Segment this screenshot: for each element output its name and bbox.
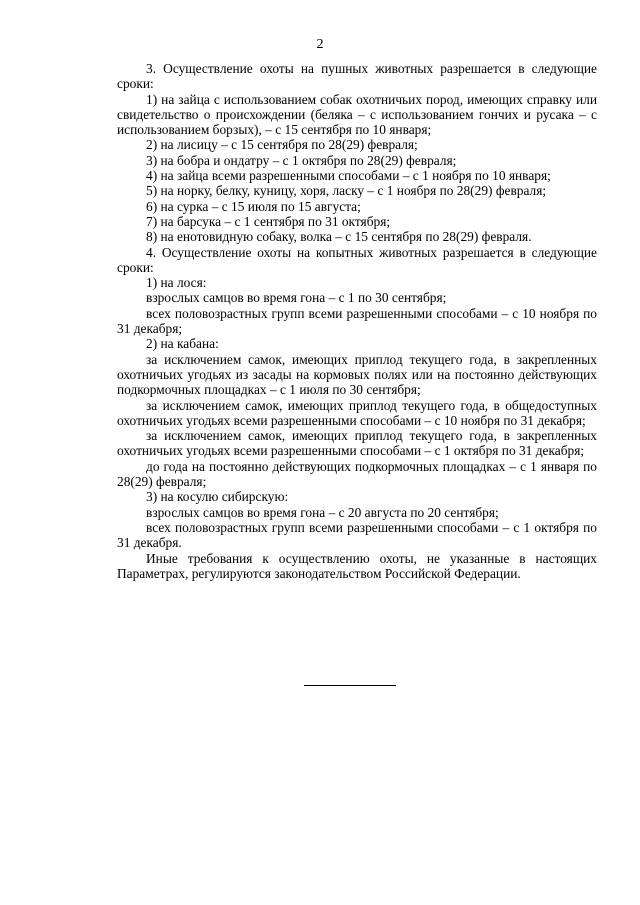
boar-yearlings: до года на постоянно действующих подкормочных площадках – с 1 января по 28(29) февраля;	[117, 458, 597, 490]
section-4-heading: 4. Осуществление охоты на копытных животных разрешается в следующие сроки:	[117, 244, 597, 275]
page-number: 2	[316, 37, 324, 52]
list-item-moose: 1) на лося:	[146, 275, 207, 291]
roe-deer-rut-males: взрослых самцов во время гона – с 20 августа по 20 сентября;	[146, 504, 499, 520]
closing-paragraph: Иные требования к осуществлению охоты, не указанные в настоящих Параметрах, регулируются законодательством Российской Федерации.	[117, 550, 597, 581]
list-item-marmot: 6) на сурка – с 15 июля по 15 августа;	[146, 198, 361, 214]
boar-ambush-feeding: за исключением самок, имеющих приплод текущего года, в закрепленных охотничьих угодьях из засады на кормовых полях или на постоянно действующих подкормочных площадках – с 1 июля по 30 сентября;	[117, 351, 597, 398]
list-item-hare-all-methods: 4) на зайца всеми разрешенными способами – с 1 ноября по 10 января;	[146, 168, 551, 184]
list-item-boar: 2) на кабана:	[146, 336, 219, 352]
list-item-raccoon-dog-wolf: 8) на енотовидную собаку, волка – с 15 сентября по 28(29) февраля.	[146, 229, 532, 245]
list-item-badger: 7) на барсука – с 1 сентября по 31 октября;	[146, 213, 391, 229]
boar-public-grounds: за исключением самок, имеющих приплод текущего года, в общедоступных охотничьих угодьях всеми разрешенными способами – с 10 ноября по 31 декабря;	[117, 397, 597, 428]
list-item-mink-squirrel: 5) на норку, белку, куницу, хоря, ласку – с 1 ноября по 28(29) февраля;	[146, 183, 547, 199]
list-item-hare-with-dogs: 1) на зайца с использованием собак охотничьих пород, имеющих справку или свидетельство о происхождении (беляка – с использованием гончих и русака – с использованием борзых), – с 15 сентября по 10 января;	[117, 91, 597, 138]
list-item-fox: 2) на лисицу – с 15 сентября по 28(29) февраля;	[146, 137, 418, 153]
roe-deer-all-groups: всех половозрастных групп всеми разрешенными способами – с 1 октября по 31 декабря.	[117, 519, 597, 551]
list-item-siberian-roe-deer: 3) на косулю сибирскую:	[146, 489, 289, 505]
end-divider-line	[304, 685, 396, 686]
moose-all-groups: всех половозрастных групп всеми разрешенными способами – с 10 ноября по 31 декабря;	[117, 305, 597, 337]
moose-rut-males: взрослых самцов во время гона – с 1 по 30 сентября;	[146, 290, 447, 306]
boar-assigned-grounds: за исключением самок, имеющих приплод текущего года, в закрепленных охотничьих угодьях всеми разрешенными способами – с 1 октября по 31 декабря;	[117, 428, 597, 459]
list-item-beaver-muskrat: 3) на бобра и ондатру – с 1 октября по 28(29) февраля;	[146, 152, 457, 168]
document-body	[117, 61, 597, 581]
section-3-heading: 3. Осуществление охоты на пушных животных разрешается в следующие сроки:	[117, 61, 597, 92]
